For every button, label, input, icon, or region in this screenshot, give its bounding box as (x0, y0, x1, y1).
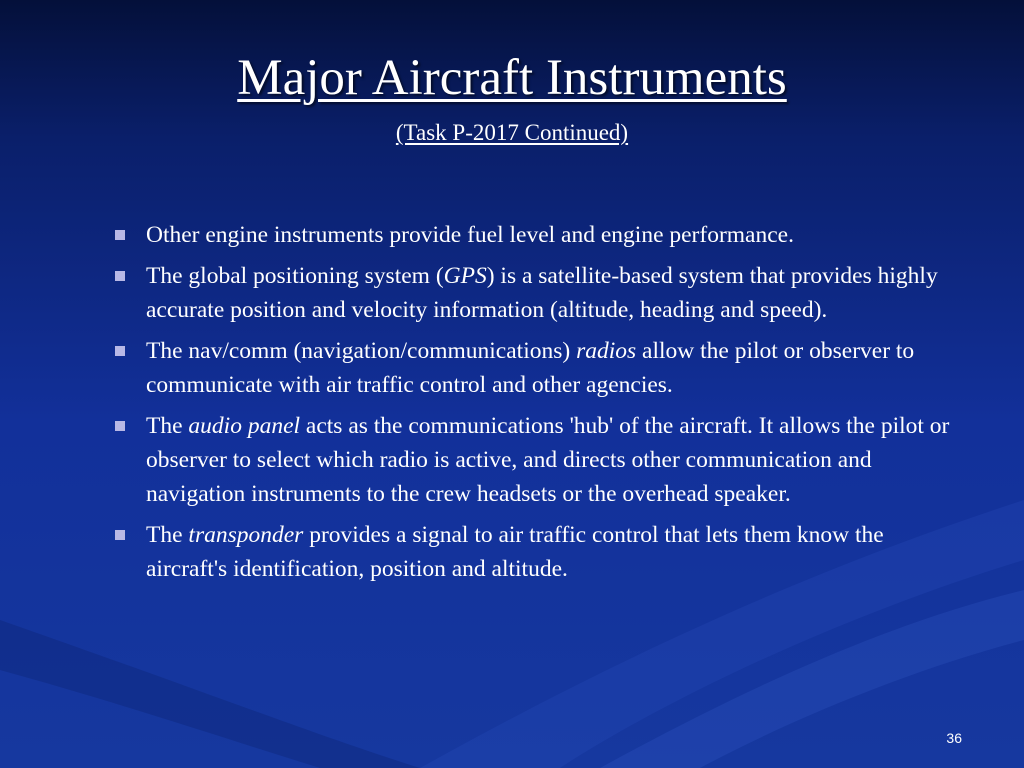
bullet-list (112, 218, 962, 593)
slide-title: Major Aircraft Instruments (237, 50, 787, 106)
bullet-item (112, 409, 962, 511)
square-bullet-icon (115, 346, 125, 356)
square-bullet-icon (115, 530, 125, 540)
bullet-emphasis: GPS (443, 263, 487, 289)
bullet-emphasis: audio panel (188, 413, 301, 439)
bullet-text: acts as the communications 'hub' of the aircraft. It allows the pilot or observer to select which radio is active, and directs other communication and navigation instruments to the crew headsets or the overhead speaker. (146, 413, 950, 507)
bullet-text: The (146, 413, 189, 439)
square-bullet-icon (115, 271, 125, 281)
bullet-text: provides a signal to air traffic control that lets them know the aircraft's identification, position and altitude. (146, 522, 884, 582)
bullet-item (112, 259, 962, 327)
bullet-text: allow the pilot or observer to communicate with air traffic control and other agencies. (146, 338, 915, 398)
bullet-text: The (146, 522, 189, 548)
square-bullet-icon (115, 230, 125, 240)
bullet-text: Other engine instruments provide fuel level and engine performance. (146, 222, 794, 248)
bullet-emphasis: transponder (188, 522, 304, 548)
square-bullet-icon (115, 421, 125, 431)
bullet-text: The nav/comm (navigation/communications) (146, 338, 577, 364)
page-number: 36 (946, 730, 962, 746)
bullet-item (112, 334, 962, 402)
bullet-item (112, 518, 962, 586)
bullet-text: The global positioning system ( (146, 263, 444, 289)
bullet-item (112, 218, 962, 252)
bullet-emphasis: radios (576, 338, 637, 364)
bullet-text: ) is a satellite-based system that provides highly accurate position and velocity information (altitude, heading and speed). (146, 263, 938, 323)
slide-subtitle: (Task P-2017 Continued) (395, 120, 629, 145)
